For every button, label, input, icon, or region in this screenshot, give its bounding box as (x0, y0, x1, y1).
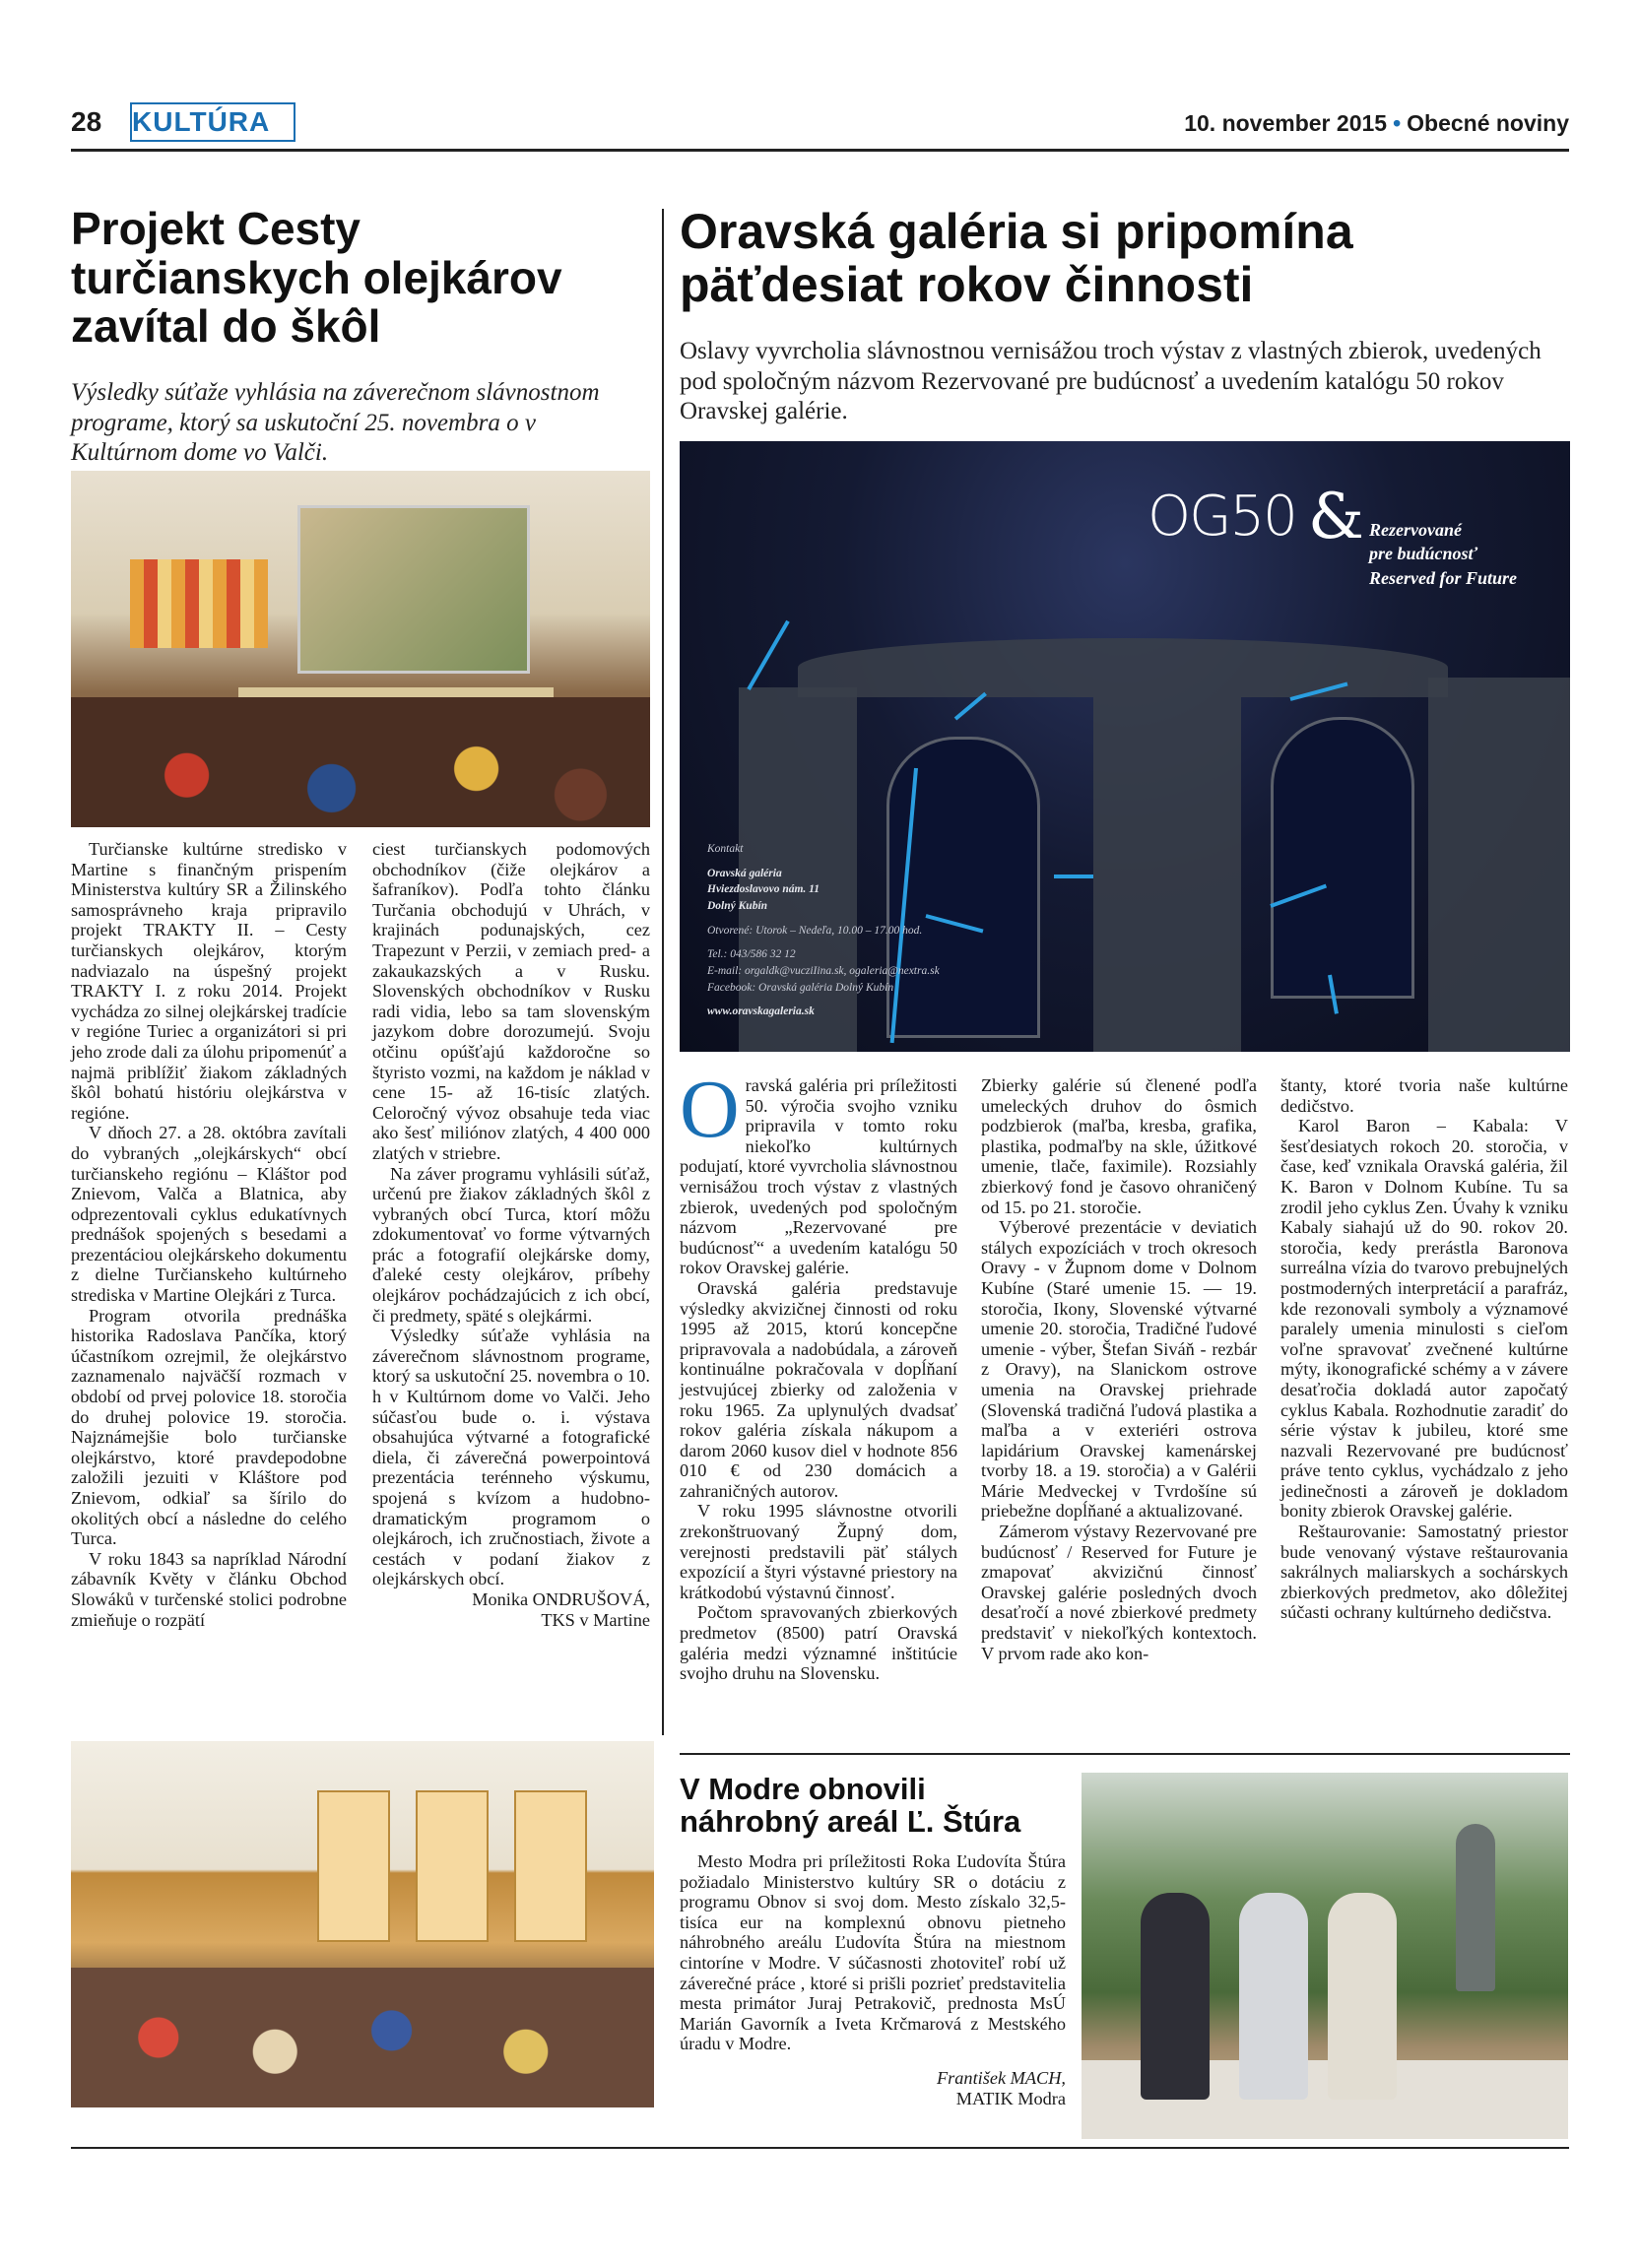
contact-name: Oravská galéria (707, 867, 782, 879)
person-figure (1141, 1893, 1210, 2100)
contact-opening-hours: Otvorené: Utorok – Nedeľa, 10.00 – 17.00 hod. (707, 924, 923, 937)
pupils-group (71, 697, 650, 827)
paragraph: Zbierky galérie sú členené podľa umeleckých druhov do ôsmich podzbierok (maľba, kresba, grafika, plastika, podmaľby na skle, úžitkové umenie, tlače, faximile). Rozsiahly zbierkový fond je časovo ohraničený od 15. po 21. storočie. (981, 1075, 1257, 1217)
paragraph: Zámerom výstavy Rezervované pre budúcnosť / Reserved for Future je zmapovať akvizičnú činnosť Oravskej galérie posledných dvoch desaťročí a nové zbierkové predmety predstaviť v niekoľkých kontextoch. V prvom rade ako kon- (981, 1522, 1257, 1663)
box-headline: V Modre obnovili náhrobný areál Ľ. Štúra (680, 1772, 1021, 1840)
paragraph: Reštaurovanie: Samostatný priestor bude venovaný výstave reštaurovania sakrálnych maliarskych a sochárskych zbierkových predmetov, ako dôležitej súčasti ochrany kultúrneho dedičstva. (1280, 1522, 1568, 1623)
contact-facebook: Facebook: Oravská galéria Dolný Kubín (707, 981, 894, 994)
right-article-col3 (1280, 1075, 1568, 1623)
paragraph (680, 1064, 957, 1278)
paragraph: V roku 1843 sa napríklad Národní zábavník Květy v článku Obchod Slowáků v turčenské stolici podrobne zmieňuje o rozpätí (71, 1548, 347, 1630)
accent-line (747, 620, 789, 690)
tagline-line: pre budúcnosť (1369, 544, 1478, 564)
paragraph: V roku 1995 slávnostne otvorili zrekonštruovaný Župný dom, verejnosti predstavili päť stálych expozícií a štyri výstavné priestory na krátkodobú výstavnú činnosť. (680, 1501, 957, 1602)
left-article-col2 (372, 839, 650, 1630)
author-affiliation: TKS v Martine (541, 1609, 650, 1630)
contact-email: E-mail: orgaldk@vucziIina.sk, ogaleria@nextra.sk (707, 965, 940, 978)
contact-city: Dolný Kubín (707, 900, 768, 913)
paragraph: Počtom spravovaných zbierkových predmetov (8500) patrí Oravská galéria medzi významné inštitúcie svojho druhu na Slovensku. (680, 1602, 957, 1684)
box-article-rule (680, 1753, 1570, 1755)
classroom-photo-2 (71, 1741, 654, 2107)
stone-pillar (1428, 678, 1570, 1052)
wall-artwork (130, 559, 268, 648)
exhibition-tagline (1369, 518, 1517, 590)
accent-line (1054, 875, 1093, 878)
contact-phone: Tel.: 043/586 32 12 (707, 948, 796, 961)
person-figure (1328, 1893, 1397, 2100)
paragraph: V dňoch 27. a 28. októbra zavítali do vybraných „olejkárskych“ obcí turčianskeho regiónu – Kláštor pod Znievom, Valča a Blatnica, aby odprezentovali cyklus edukatívnych prednášok spojených s besedami a prezentáciou olejkárskeho dokumentu z dielne Turčianskeho kultúrneho strediska v Martine Olejkári z Turca. (71, 1123, 347, 1306)
page-number: 28 (71, 106, 102, 137)
left-lead: Výsledky súťaže vyhlásia na záverečnom slávnostnom programe, ktorý sa uskutoční 25. novembra o v Kultúrnom dome vo Valči. (71, 379, 600, 466)
paragraph: štanty, ktoré tvoria naše kultúrne dedičstvo. (1280, 1075, 1568, 1116)
section-label: KULTÚRA (132, 106, 271, 137)
paragraph: Výsledky súťaže vyhlásia na záverečnom slávnostnom programe, ktorý sa uskutoční 25. novembra o 10. h v Kultúrnom dome vo Valči. Jeho súčasťou bude o. i. výstava obsahujúca výtvarné a fotografické diela, či záverečná powerpointová prezentácia terénneho výskumu, spojená s kvízom a hudobno-dramatickým programom o olejkároch, ich zručnostiach, životе a cestách v podaní žiakov z olejkárskych obcí. (372, 1326, 650, 1589)
tagline-line: Reserved for Future (1369, 567, 1517, 588)
contact-address: Hviezdoslavovo nám. 11 (707, 883, 820, 896)
contact-website: www.oravskagaleria.sk (707, 1005, 815, 1018)
paragraph: Oravská galéria predstavuje výsledky akvizičnej činnosti od roku 1995 až 2015, ktorú koncepčne pripravovala a nadobúdala, a zároveň kontinuálne pokračovala v dopĺňaní jestvujúcej zbierky od založenia v roku 1965. Za uplynulých dvadsať rokov galéria získala nákupom a darom 2060 kusov diel v hodnote 856 010 € od 230 domácich a zahraničných autorov. (680, 1277, 957, 1501)
header-rule (71, 149, 1569, 152)
vault-arch (798, 638, 1448, 697)
window (317, 1790, 390, 1942)
memorial-site-photo (1082, 1773, 1568, 2139)
paragraph: Mesto Modra pri príležitosti Roka Ľudovíta Štúra požiadalo Ministerstvo kultúry SR o dotáciu z programu Obnov si svoj dom. Mesto získalo 32,5-tisíca eur na komplexnú obnovu pietneho náhrobného areálu Ľudovíta Štúra na miestnom cintoríne v Modre. V súčasnosti zhotoviteľ robí už záverečné práce , ktoré si prišli pozrieť predstavitelia mesta primátor Juraj Petrakovič, prednosta MsÚ Marián Gavorník a Iveta Krčmarová z Mestského úradu v Modre. (680, 1851, 1066, 2054)
right-article-col1 (680, 1064, 957, 1684)
projection-screen (297, 505, 530, 674)
tagline-line: Rezervované (1369, 520, 1462, 540)
og50-logo: OG50 (1148, 485, 1296, 549)
right-article-col2 (981, 1075, 1257, 1663)
publication-name: Obecné noviny (1407, 110, 1569, 136)
issue-date: 10. november 2015 (1184, 110, 1388, 136)
right-headline: Oravská galéria si pripomína päťdesiat rokov činnosti (680, 204, 1353, 312)
pupils-group (71, 1968, 654, 2107)
window (514, 1790, 587, 1942)
separator-dot-icon: • (1393, 110, 1402, 136)
author-signature: František MACH, (937, 2067, 1066, 2088)
right-lead: Oslavy vyvrcholia slávnostnou vernisážou troch výstav z vlastných zbierok, uvedených pod spoločným názvom Rezervované pre budúcnosť a uvedením katalógu 50 rokov Oravskej galérie. (680, 338, 1542, 424)
author-signature: Monika ONDRUŠOVÁ, (472, 1588, 650, 1609)
window (416, 1790, 489, 1942)
statue (1456, 1824, 1495, 1991)
paragraph-text: ravská galéria pri príležitosti 50. výročia svojho vzniku pripravila v tomto roku niekoľko kultúrnych podujatí, ktoré vyvrcholia slávnostnou vernisážou troch výstav z vlastných zbierok, uvedených pod spoločným názvom „Rezervované pre budúcnosť“ a uvedením katalógu 50 rokov Oravskej galérie. (680, 1075, 957, 1278)
footer-rule (71, 2147, 1569, 2149)
paragraph: Karol Baron – Kabala: V šesťdesiatych rokoch 20. storočia, v čase, keď vznikala Oravská galéria, žil K. Baron v Dolnom Kubíne. Tu sa zrodil jeho cyklus Zen. Úvahy k vzniku Kabaly siahajú už do 90. rokov 20. storočia, kedy prerástla Baronova surreálna vízia do tvarovo prebujnelých postmoderných interpretácií a parafráz, kde rezonovali symboly a významové paralely umenia minulosti s cieľom voľne spravovať zvečnené kultúrne mýty, ikonografické schémy a v závere desaťročia dokladá autor započatý cyklus Kabala. Rozhodnutie zaradiť do série výstav k jubileu, ktoré sme nazvali Rezervované pre budúcnosť práve tento cyklus, vychádzalo z jeho jedinečnosti a zároveň je dokladom bonity zbierok Oravskej galérie. (1280, 1116, 1568, 1522)
poster-contact-block (707, 841, 1003, 1020)
column-divider (662, 209, 664, 1735)
classroom-photo-1 (71, 471, 650, 827)
stone-pillar (1093, 697, 1241, 1052)
paragraph: Program otvorila prednáška historika Radoslava Pančíka, ktorý účastníkom ozrejmil, že olejkárstvo zaznamenalo najväčší rozmach v období od prvej polovice 18. storočia do druhej polovice 19. storočia. Najznámejšie bolo turčianske olejkárstvo, ktoré pravdepodobne založili jezuiti v Kláštore pod Znievom, odkiaľ sa šírilo do okolitých obcí a následne do celého Turca. (71, 1305, 347, 1549)
drop-cap: O (680, 1064, 740, 1155)
box-article-body (680, 1851, 1066, 2108)
paragraph: ciest turčianskych podomových obchodníkov (čiže olejkárov a šafraníkov). Podľa tohto článku Turčania obchodujú v Uhrách, v krajinách podunajských, cez Trapezunt v Perzii, v zemiach pred- a zakaukazských a v Rusku. Slovenských obchodníkov v Rusku radi vidia, lebo sa tam slovenským jazykom dobre dorozumejú. Svoju otčinu opúšťajú každoročne so štyristo vozmi, na každom je náklad v cene 15- až 16-tisíc zlatých. Celoročný vývoz obsahuje teda viac ako šesť miliónov zlatých, 4 400 000 zlatých v striebre. (372, 839, 650, 1163)
ampersand-mark: & (1308, 481, 1364, 553)
author-affiliation: MATIK Modra (955, 2088, 1066, 2108)
issue-line (1184, 110, 1569, 137)
paragraph: Turčianske kultúrne stredisko v Martine s finančným prispením Ministerstva kultúry SR a Žilinského samosprávneho kraja pripravilo projekt TRAKTY II. – Cesty turčianskych olejkárov, ktorým nadviazalo na úspešný projekt TRAKTY I. z roku 2014. Projekt vychádza zo silnej olejkárskej tradície v regióne Turiec a organizátori si pri jeho zrode dali za úlohu pripomenúť a najmä priblížiť žiakom základných škôl bohatú históriu olejkárstva v regióne. (71, 839, 347, 1123)
left-headline: Projekt Cesty turčianskych olejkárov zavítal do škôl (71, 203, 562, 353)
person-figure (1239, 1893, 1308, 2100)
paragraph: Na záver programu vyhlásili súťaž, určenú pre žiakov základných škôl z vybraných obcí Turca, ktorí môžu zdokumentovať vo forme výtvarných prác a fotografií olejkárske domy, ďaleké cesty olejkárov, príbehy olejkárov pochádzajúcich z ich obcí, či predmety, späté s olejkármi. (372, 1163, 650, 1326)
contact-label: Kontakt (707, 843, 744, 855)
left-article-col1 (71, 839, 347, 1630)
paragraph: Výberové prezentácie v deviatich stálych expozíciách v troch okresoch Oravy - v Župnom dome v Dolnom Kubíne (Staré umenie 15. — 19. storočia, Ikony, Slovenské výtvarné umenie 20. storočia, Tradičné ľudové umenie - výber, Štefan Siváň - rezbár z Oravy), na Slanickom ostrove umenia na Oravskej priehrade (Slovenská tradičná ľudová plastika a maľba a v exteriéri ostrova lapidárium Oravskej kamenárskej tvorby 18. a 19. storočia) a v Galérii Márie Medveckej v Tvrdošíne sú priebežne dopĺňané a aktualizované. (981, 1217, 1257, 1522)
gothic-window (1271, 717, 1414, 999)
